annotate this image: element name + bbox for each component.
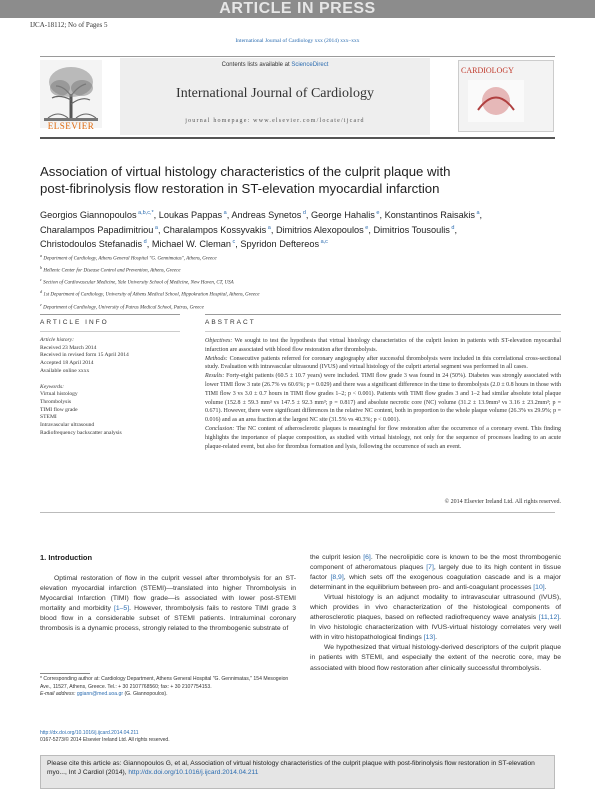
author-separator: , [153, 210, 159, 221]
email-suffix: (G. Giannopoulos). [123, 691, 168, 697]
affiliation-text: Department of Cardiology, University of Patras Medical School, Patras, Greece [41, 305, 204, 311]
affiliation-item [40, 264, 560, 276]
author-affiliation-marker[interactable]: a [153, 224, 158, 231]
elsevier-wordmark: ELSEVIER [47, 121, 95, 131]
author-name[interactable]: Andreas Synetos [231, 210, 302, 221]
keyword-item: Radiofrequency backscatter analysis [40, 429, 122, 436]
author-separator: , [368, 224, 374, 235]
affiliation-text: 1st Department of Cardiology, University of Athens Medical School, Hippokration Hospital, Athens, Greece [42, 293, 260, 299]
author-affiliation-marker[interactable]: d [301, 210, 306, 216]
corresponding-footnote [40, 676, 300, 699]
results-label: Results: [205, 373, 225, 380]
r1-text-b: . The necrolipidic core is known to be the most thrombogenic component of atheromatous plaques [310, 554, 561, 572]
keywords-list [40, 391, 180, 437]
author-separator: , [157, 224, 164, 235]
p1-text-a: Optimal restoration of flow in the culprit vessel after thrombolysis for an ST-elevation myocardial infarction (STEMI)—translated into higher Thrombolysis in Myocardial Infarction (TIMI) flow grade—is associated with lower post-STEMI mortality and morbidity [40, 575, 296, 613]
affiliation-item [40, 288, 560, 300]
author-affiliation-marker[interactable]: c [231, 239, 236, 246]
p2-text-a: Virtual histology is an adjunct modality to intravascular ultrasound (IVUS), which provides in vivo characterization of the histological components of atherosclerotic plaques, based on reflected radiofrequency wave analysis [310, 594, 561, 622]
affiliation-item [40, 252, 560, 264]
homepage-link[interactable]: www.elsevier.com/locate/ijcard [253, 118, 365, 124]
author-name[interactable]: George Hahalis [311, 210, 375, 221]
methods-label: Methods: [205, 355, 228, 362]
header-top-rule [40, 56, 555, 57]
article-title [40, 163, 555, 197]
doi-link[interactable]: http://dx.doi.org/10.1016/j.ijcard.2014.04.211 [40, 730, 139, 736]
author-affiliation-marker[interactable]: d [449, 224, 455, 231]
author-separator: , [454, 224, 458, 235]
history-item: Accepted 18 April 2014 [40, 360, 94, 367]
manuscript-id: IJCA-18112; No of Pages 5 [30, 21, 108, 29]
author-name[interactable]: Dimitrios Tousoulis [373, 224, 450, 235]
r1-text-d: , which sets off the exogenous coagulation cascade and is a major determinant in the equilibrium between pro- and anti-coagulant processes [310, 574, 561, 592]
author-name[interactable]: Charalampos Papadimitriou [40, 224, 154, 235]
conclusion-label: Conclusion: [205, 425, 235, 432]
affiliation-marker: e [40, 301, 42, 307]
citation-link[interactable]: [6] [363, 554, 371, 561]
keyword-item: STEMI [40, 414, 57, 421]
author-affiliation-marker[interactable]: e [363, 224, 369, 231]
author-affiliation-marker[interactable]: a,c [319, 239, 328, 246]
author-name[interactable]: Charalampos Kossyvakis [163, 224, 267, 235]
p2-text-b: . In vivo histologic characterization with IVUS-virtual histology correlates very well with in vitro histopathological findings [310, 614, 561, 642]
citation-link[interactable]: [10] [533, 584, 545, 592]
author-separator: , [235, 239, 241, 250]
article-info-heading: ARTICLE INFO [40, 319, 109, 326]
author-affiliation-marker[interactable]: a [266, 224, 271, 231]
affiliation-text: Section of Cardiovascular Medicine, Yale University School of Medicine, New Haven, CT, USA [41, 280, 234, 286]
doi-block [40, 730, 320, 744]
email-link[interactable]: ggiann@med.uoa.gr [76, 691, 124, 697]
cover-title: CARDIOLOGY [461, 66, 514, 75]
cover-illustration [468, 80, 524, 122]
intro-left-column [40, 574, 296, 634]
keyword-item: TIMI flow grade [40, 406, 78, 413]
banner-text: ARTICLE IN PRESS [219, 0, 376, 17]
author-name[interactable]: Georgios Giannopoulos [40, 210, 137, 221]
intro-paragraph-3: We hypothesized that virtual histology-derived descriptors of the culprit plaque in patients with STEMI, and especially the extent of the necrotic core, may be associated with blood flow restoration after clinically successful thrombolysis. [310, 644, 561, 672]
author-name[interactable]: Spyridon Deftereos [240, 239, 320, 250]
citation-box [40, 755, 555, 789]
r1-text-c: , largely due to its high content in tissue factor [310, 564, 561, 582]
affiliation-item [40, 301, 560, 313]
r1-text-a: the culprit lesion [310, 554, 364, 561]
author-separator: , [305, 210, 312, 221]
history-item: Available online xxxx [40, 367, 90, 374]
author-name[interactable]: Michael W. Cleman [151, 239, 231, 250]
author-list [40, 207, 560, 251]
author-name[interactable]: Christodoulos Stefanadis [40, 239, 143, 250]
issn-line: 0167-5273/© 2014 Elsevier Ireland Ltd. All rights reserved. [40, 737, 170, 743]
title-line-2: post-fibrinolysis flow restoration in ST-elevation myocardial infarction [40, 181, 440, 196]
corresponding-author: * Corresponding author at: Cardiology Department, Athens General Hospital "G. Gennimatas," 154 Mesogeion Ave., 11527, Athens, Greece. Tel.: + 30 2107768560; fax: + 30 2107754153. [40, 676, 289, 690]
info-subrule [40, 331, 180, 332]
affiliation-marker: a [40, 253, 43, 258]
affiliation-marker: c [40, 277, 42, 283]
author-affiliation-marker[interactable]: a [222, 210, 227, 216]
affiliation-text: Department of Cardiology, Athens General Hospital "G. Gennimatas", Athens, Greece [42, 256, 217, 262]
copyright-notice: © 2014 Elsevier Ireland Ltd. All rights reserved. [444, 499, 561, 505]
introduction-heading: 1. Introduction [40, 553, 93, 562]
author-separator: , [146, 239, 152, 250]
article-in-press-banner [0, 0, 595, 18]
author-separator: , [479, 210, 483, 221]
elsevier-tree-logo [40, 60, 102, 128]
journal-homepage [120, 118, 430, 124]
author-affiliation-marker[interactable]: d [142, 239, 147, 246]
affiliation-marker: b [40, 265, 43, 271]
abstract-subrule [205, 331, 561, 332]
author-separator: , [270, 224, 276, 235]
author-affiliation-marker[interactable]: a,b,c,* [136, 210, 154, 216]
p1-text-b: . However, thrombolysis fails to restore TIMI grade 3 blood flow in a considerable subset of STEMI patients. Intraluminal coronary thrombosis is a dynamic process, strongly related to the thrombogenic substrate of [40, 605, 296, 633]
citation-text: Please cite this article as: Giannopoulos G, et al, Association of virtual histology characteristics of the culprit plaque with post-fibrinolysis flow restoration in ST-elevation myo..., Int J Cardiol (2014), [47, 760, 535, 777]
journal-title: International Journal of Cardiology [176, 86, 374, 101]
author-separator: , [379, 210, 385, 221]
keyword-item: Thrombolysis [40, 398, 72, 405]
title-line-1: Association of virtual histology characteristics of the culprit plaque with [40, 164, 451, 179]
results-text: Forty-eight patients (60.5 ± 10.7 years) were included. TIMI flow grade 3 was found in 24 (50%). Diabetes was strongly associated with lower TIMI flow 3 rate (26.7% vs 60.6%; p = 0.029) and there was a significant difference in the time to thrombolysis (2.0 ± 0.8 hours in those with TIMI flow 3 vs 3.0 ± 0.7 hours in TIMI flow grades 1–2; p < 0.001). Patients with TIMI flow grades 3 and 1–2 had similar absolute total plaque volume (152.8 ± 59.3 mm³ vs 147.5 ± 92.3 mm³; p = 0.817) and absolute necrotic core (NC) volume (31.2 ± 13.9mm³ vs 3.16 ± 23.2mm³; p = 0.671). However, there were significant differences in the relative NC content, both in proportion to the whole plaque volume (26.3% vs 29.9%; p = 0.016) and as an area fraction at the largest NC site (31.5% vs 40.3%; p < 0.001). [205, 373, 561, 424]
affiliation-marker: d [40, 289, 43, 295]
conclusion-text: The NC content of atherosclerotic plaques is meaningful for flow restoration after the occurrence of a coronary event. This finding highlights the importance of plaque composition, as studied with virtual histology, not only for the sequence of processes leading to an acute plaque-related event, but also for thrombus formation and lysis, following the occurrence of such an event. [205, 425, 561, 450]
history-item: Received in revised form 15 April 2014 [40, 352, 129, 359]
abstract-heading: ABSTRACT [205, 319, 256, 326]
methods-text: Consecutive patients referred for coronary angiography after successful thrombolysis were included in this correlational cross-sectional study. Evaluation with intravascular ultrasound (IVUS) and virtual histology of the culprit arterial segment was performed in all cases. [205, 355, 562, 371]
intro-paragraph-1-cont [310, 553, 561, 593]
footnote-rule [40, 673, 90, 674]
email-label: E-mail address: [40, 691, 76, 697]
intro-right-column [310, 553, 561, 674]
citation-link[interactable]: [7] [426, 564, 434, 572]
intro-paragraph-2 [310, 593, 561, 643]
contents-line [120, 62, 430, 68]
author-name[interactable]: Konstantinos Raisakis [384, 210, 475, 221]
keywords-label: Keywords: [40, 383, 65, 390]
objectives-label: Objectives: [205, 338, 233, 344]
article-info [40, 337, 180, 437]
author-name[interactable]: Loukas Pappas [158, 210, 223, 221]
citation-link[interactable]: [1–5] [113, 605, 130, 613]
author-affiliation-marker[interactable]: e [374, 210, 380, 216]
history-label: Article history: [40, 337, 75, 343]
header-bottom-rule [40, 137, 555, 139]
history-item: Received 23 March 2014 [40, 344, 97, 351]
homepage-prefix: journal homepage: [185, 118, 254, 124]
p2-text-c: . [435, 634, 437, 642]
r1-text-e: . [544, 584, 547, 592]
affiliation-text: Hellenic Center for Disease Control and Prevention, Athens, Greece [42, 268, 181, 274]
objectives-text: We sought to test the hypothesis that virtual histology characteristics of the culprit lesion in patients with ST-elevation myocardial infarction are associated with blood flow restoration after thrombolysis. [205, 338, 561, 353]
journal-citation-line[interactable]: International Journal of Cardiology xxx (2014) xxx–xxx [235, 38, 360, 44]
author-affiliation-marker[interactable]: a [474, 210, 480, 216]
keyword-item: Intravascular ultrasound [40, 422, 95, 429]
citation-link[interactable]: [11,12] [538, 614, 560, 622]
intro-paragraph-1 [40, 574, 296, 634]
abstract-rule [205, 314, 561, 315]
citation-doi-link[interactable]: http://dx.doi.org/10.1016/j.ijcard.2014.04.211 [128, 769, 259, 777]
citation-link[interactable]: [13] [423, 634, 436, 642]
author-name[interactable]: Dimitrios Alexopoulos [275, 224, 364, 235]
info-rule [40, 314, 180, 315]
keyword-item: Virtual histology [40, 391, 78, 398]
contents-prefix: Contents lists available at [221, 62, 292, 68]
abstract-bottom-rule [40, 512, 555, 513]
affiliation-list [40, 252, 560, 313]
affiliation-item [40, 276, 560, 288]
author-separator: , [226, 210, 232, 221]
history-list [40, 345, 180, 376]
sciencedirect-link[interactable]: ScienceDirect [291, 62, 329, 68]
abstract-text [205, 337, 561, 451]
citation-link[interactable]: [8,9] [330, 574, 344, 582]
